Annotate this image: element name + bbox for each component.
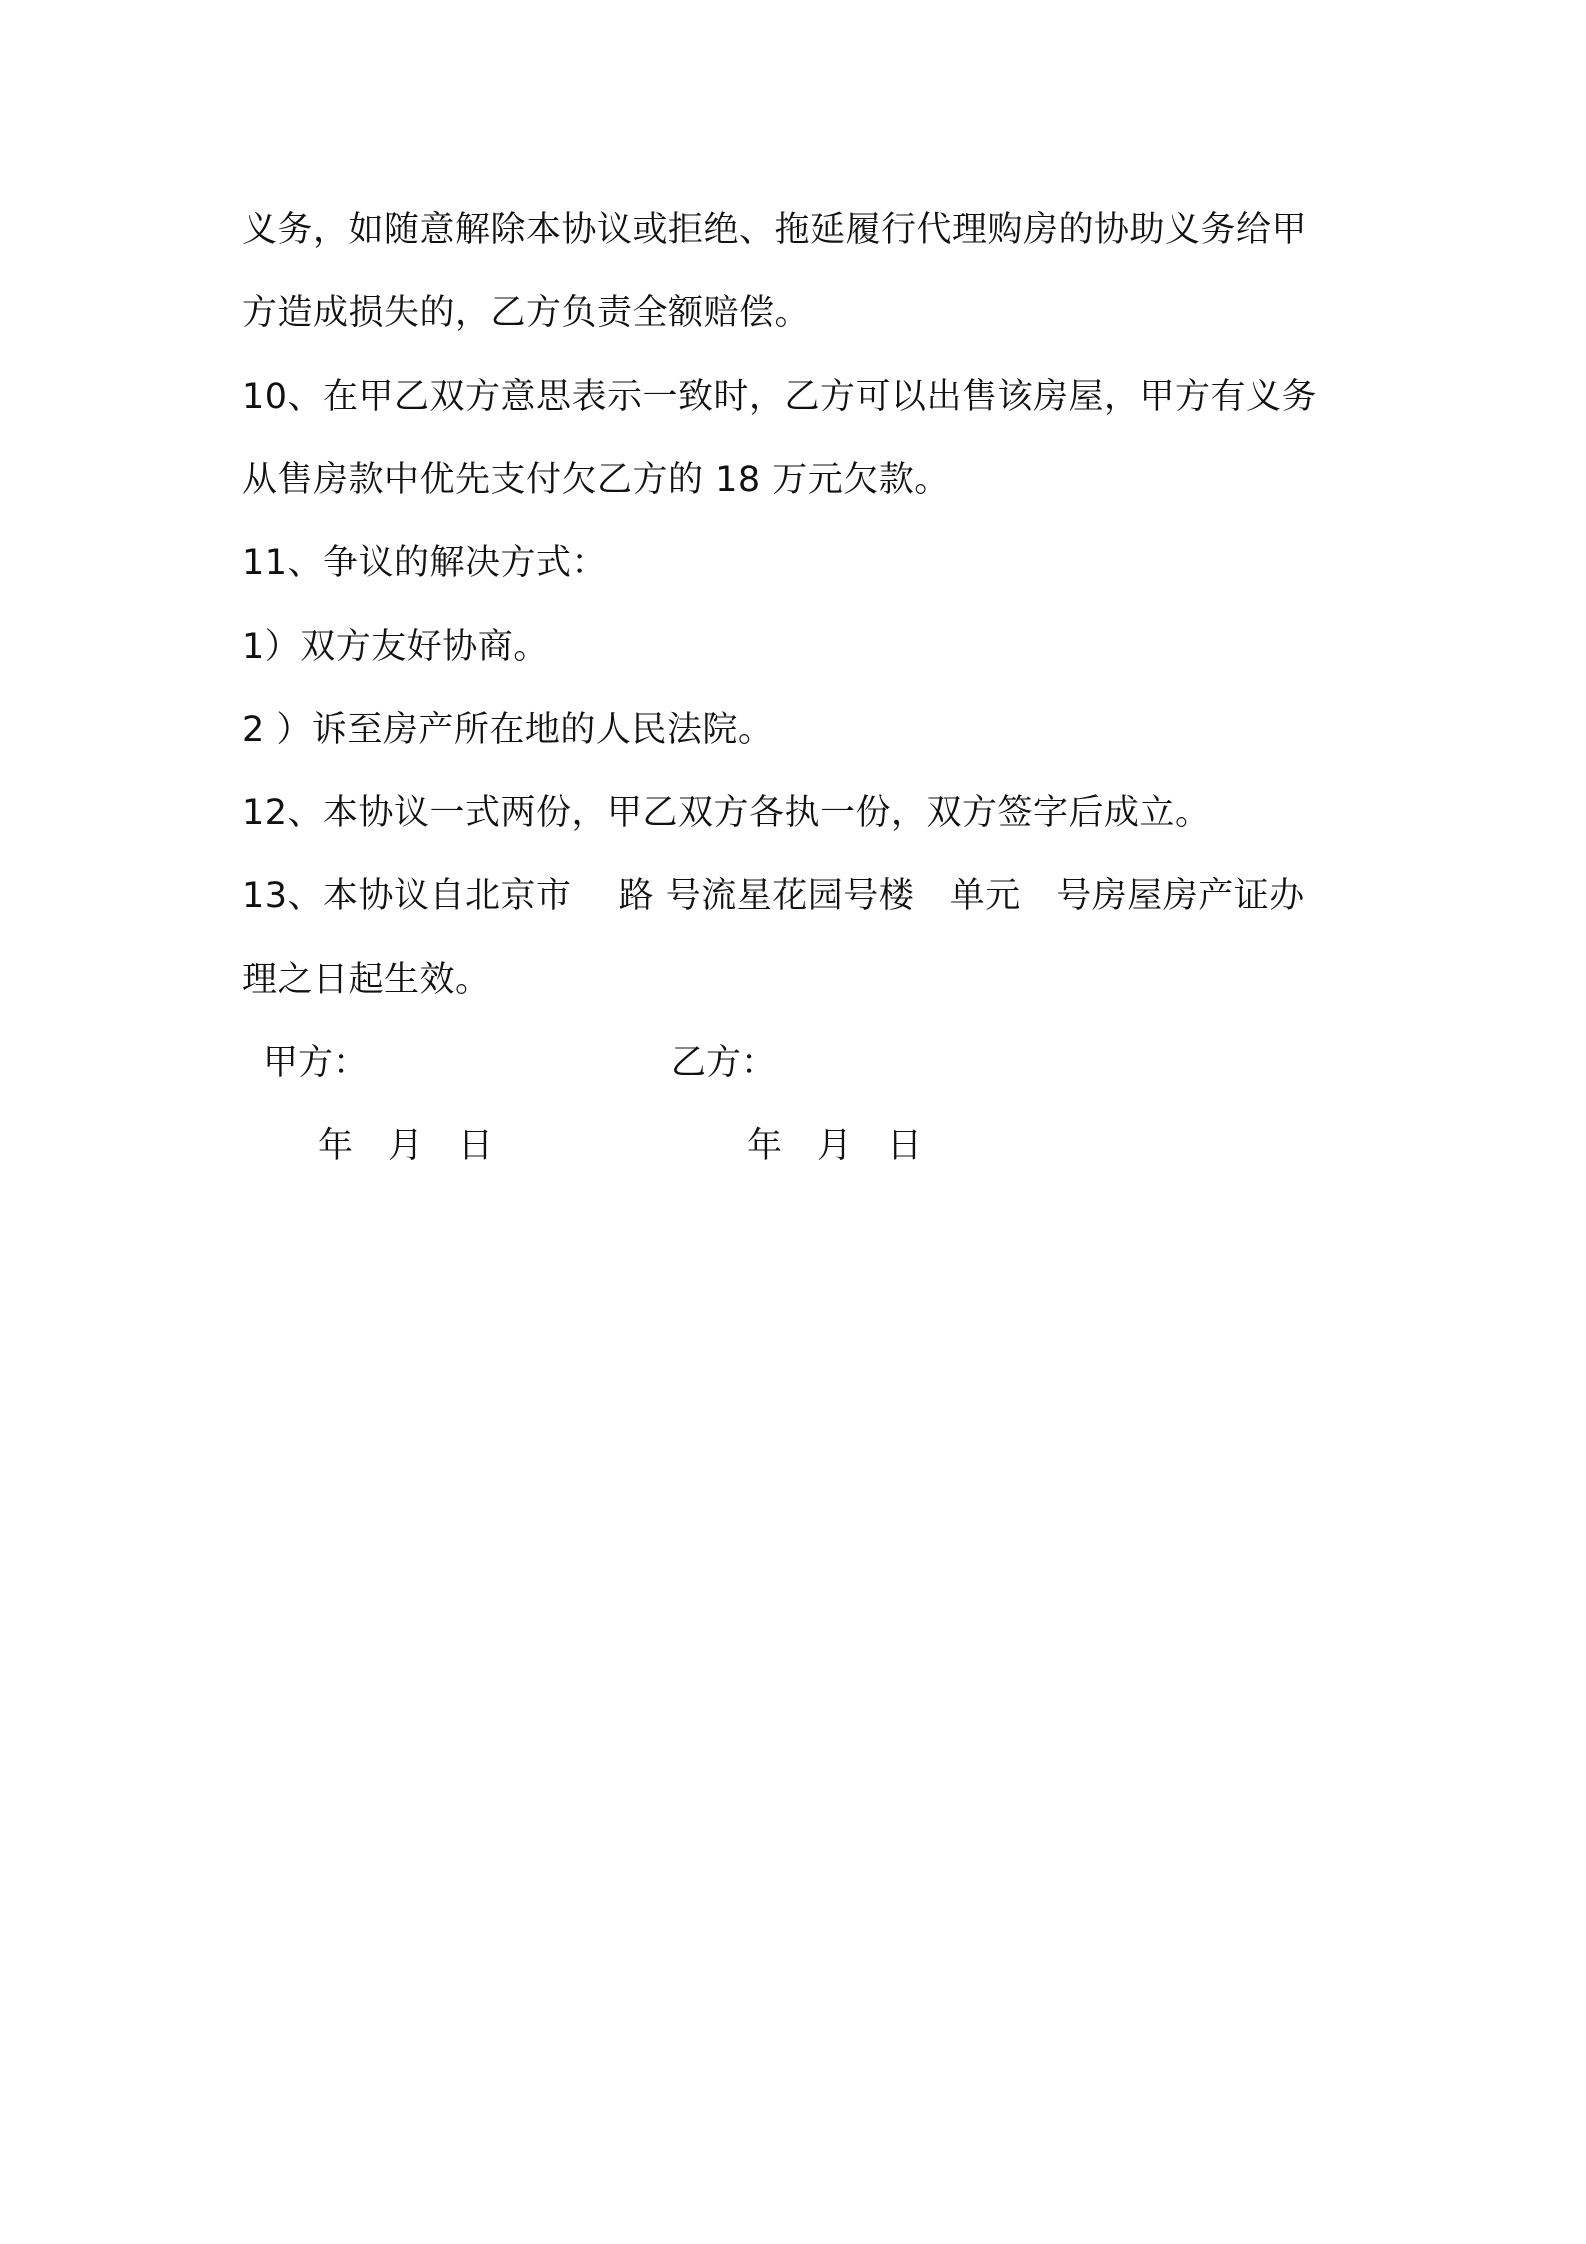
paragraph-line: 义务，如随意解除本协议或拒绝、拖延履行代理购房的协助义务给甲 (242, 210, 1308, 250)
paragraph-line: 11、争议的解决方式： (242, 543, 608, 583)
paragraph-line: 1）双方友好协商。 (242, 627, 549, 667)
party-a-date: 年 月 日 (318, 1126, 494, 1166)
paragraph-line: 方造成损失的，乙方负责全额赔偿。 (242, 293, 811, 333)
party-b-date: 年 月 日 (747, 1126, 923, 1166)
party-b-label: 乙方： (671, 1043, 777, 1083)
paragraph-line: 10、在甲乙双方意思表示一致时，乙方可以出售该房屋，甲方有义务 (242, 377, 1318, 417)
paragraph-line: 2 ）诉至房产所在地的人民法院。 (242, 710, 774, 750)
paragraph-line: 从售房款中优先支付欠乙方的 18 万元欠款。 (242, 460, 950, 500)
paragraph-line: 13、本协议自北京市 路 号流星花园号楼 单元 号房屋房产证办 (242, 876, 1305, 916)
paragraph-line: 12、本协议一式两份，甲乙双方各执一份，双方签字后成立。 (242, 793, 1211, 833)
party-a-label: 甲方： (263, 1043, 369, 1083)
paragraph-line: 理之日起生效。 (242, 960, 491, 1000)
